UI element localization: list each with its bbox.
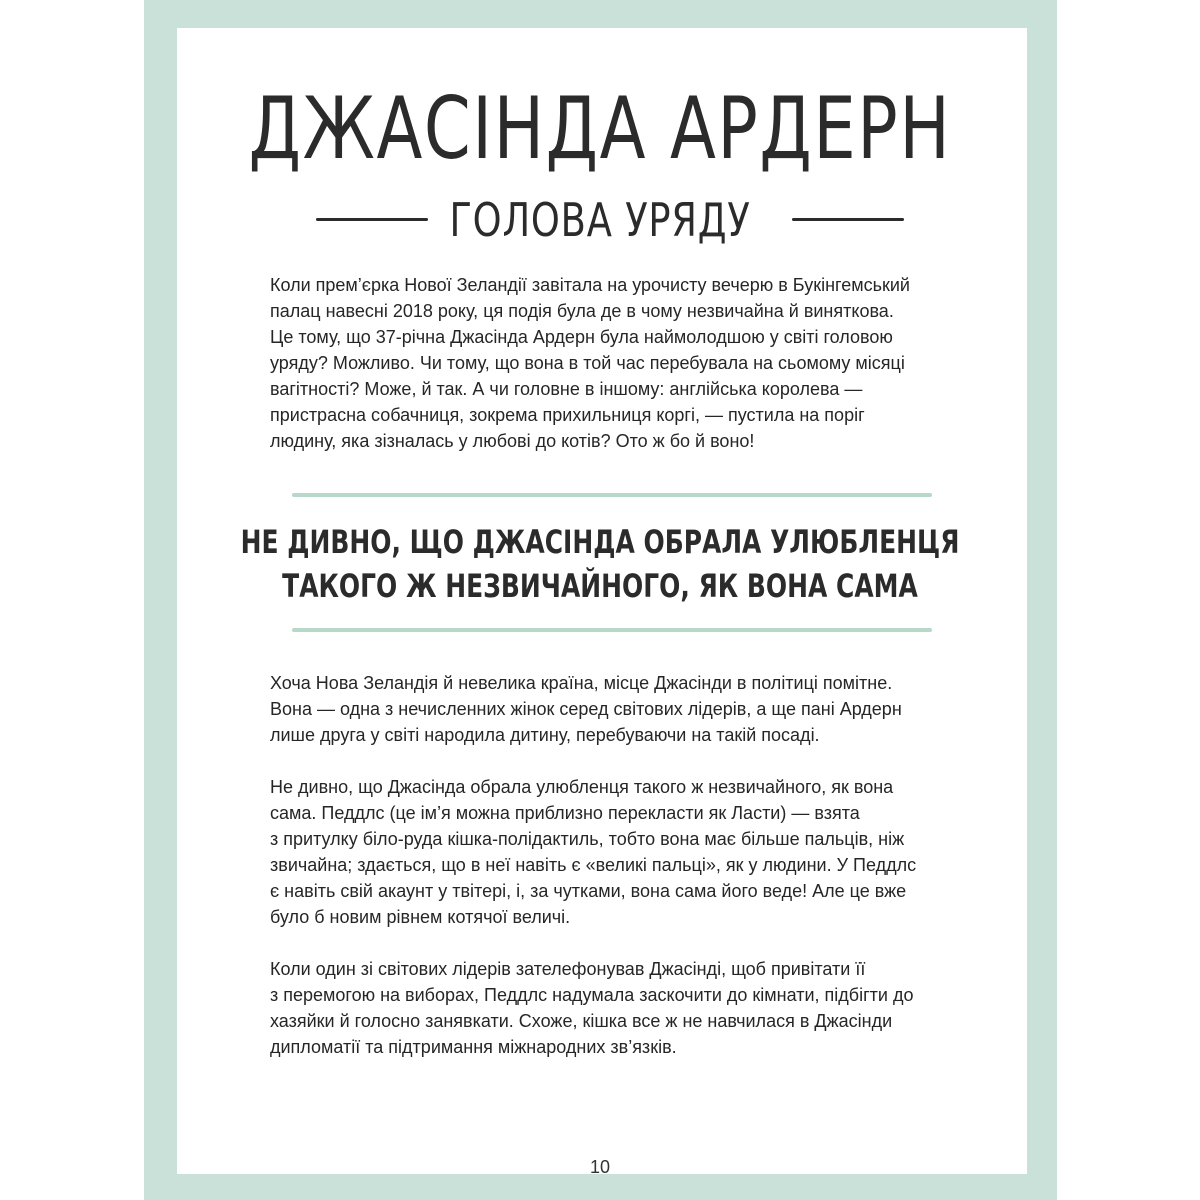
subtitle-row xyxy=(0,190,1200,250)
body-paragraph xyxy=(270,670,970,748)
subtitle-rule-right xyxy=(792,218,904,221)
body-paragraph xyxy=(270,774,970,930)
text-line: Коли прем’єрка Нової Зеландії завітала на урочисту вечерю в Букінгемський xyxy=(270,275,910,295)
pull-quote-line: НЕ ДИВНО, ЩО ДЖАСІНДА ОБРАЛА УЛЮБЛЕНЦЯ xyxy=(240,523,960,561)
text-line: хазяйки й голосно занявкати. Схоже, кішка все ж не навчилася в Джасінди xyxy=(270,1011,893,1031)
pull-quote-divider-bottom xyxy=(292,628,932,632)
text-line: Не дивно, що Джасінда обрала улюбленця такого ж незвичайного, як вона xyxy=(270,777,894,797)
text-line: Коли один зі світових лідерів зателефонував Джасінді, щоб привітати її xyxy=(270,959,866,979)
text-line: людину, яка зізналась у любові до котів? Ото ж бо й воно! xyxy=(270,431,755,451)
text-line: дипломатії та підтримання міжнародних зв’язків. xyxy=(270,1037,677,1057)
text-line: є навіть свій акаунт у твітері, і, за чутками, вона сама його веде! Але це вже xyxy=(270,881,907,901)
text-line: звичайна; здається, що в неї навіть є «великі пальці», як у людини. У Педдлс xyxy=(270,855,917,875)
text-line: лише друга у світі народила дитину, перебуваючи на такій посаді. xyxy=(270,725,820,745)
text-line: вагітності? Може, й так. А чи головне в іншому: англійська королева — xyxy=(270,379,863,399)
text-line: було б новим рівнем котячої величі. xyxy=(270,907,571,927)
text-line: з притулку біло-руда кішка-полідактиль, тобто вона має більше пальців, ніж xyxy=(270,829,905,849)
text-line: палац навесні 2018 року, ця подія була де в чому незвичайна й виняткова. xyxy=(270,301,894,321)
text-line: уряду? Можливо. Чи тому, що вона в той час перебувала на сьомому місяці xyxy=(270,353,905,373)
page-number: 10 xyxy=(589,1157,611,1177)
page-title: ДЖАСІНДА АРДЕРН xyxy=(248,79,952,179)
text-line: Вона — одна з нечисленних жінок серед світових лідерів, а ще пані Ардерн xyxy=(270,699,902,719)
page-subtitle: ГОЛОВА УРЯДУ xyxy=(449,193,751,247)
pull-quote-divider-top xyxy=(292,493,932,497)
pull-quote-line: ТАКОГО Ж НЕЗВИЧАЙНОГО, ЯК ВОНА САМА xyxy=(282,567,918,605)
text-line: сама. Педдлс (це ім’я можна приблизно перекласти як Ласти) — взята xyxy=(270,803,860,823)
text-line: Хоча Нова Зеландія й невелика країна, місце Джасінди в політиці помітне. xyxy=(270,673,893,693)
text-line: Це тому, що 37-річна Джасінда Ардерн була наймолодшою у світі головою xyxy=(270,327,893,347)
intro-paragraph xyxy=(270,272,970,454)
text-line: пристрасна собачниця, зокрема прихильниця коргі, — пустила на поріг xyxy=(270,405,865,425)
pull-quote xyxy=(132,520,1068,608)
body-paragraph xyxy=(270,956,970,1060)
text-line: з перемогою на виборах, Педдлс надумала заскочити до кімнати, підбігти до xyxy=(270,985,914,1005)
